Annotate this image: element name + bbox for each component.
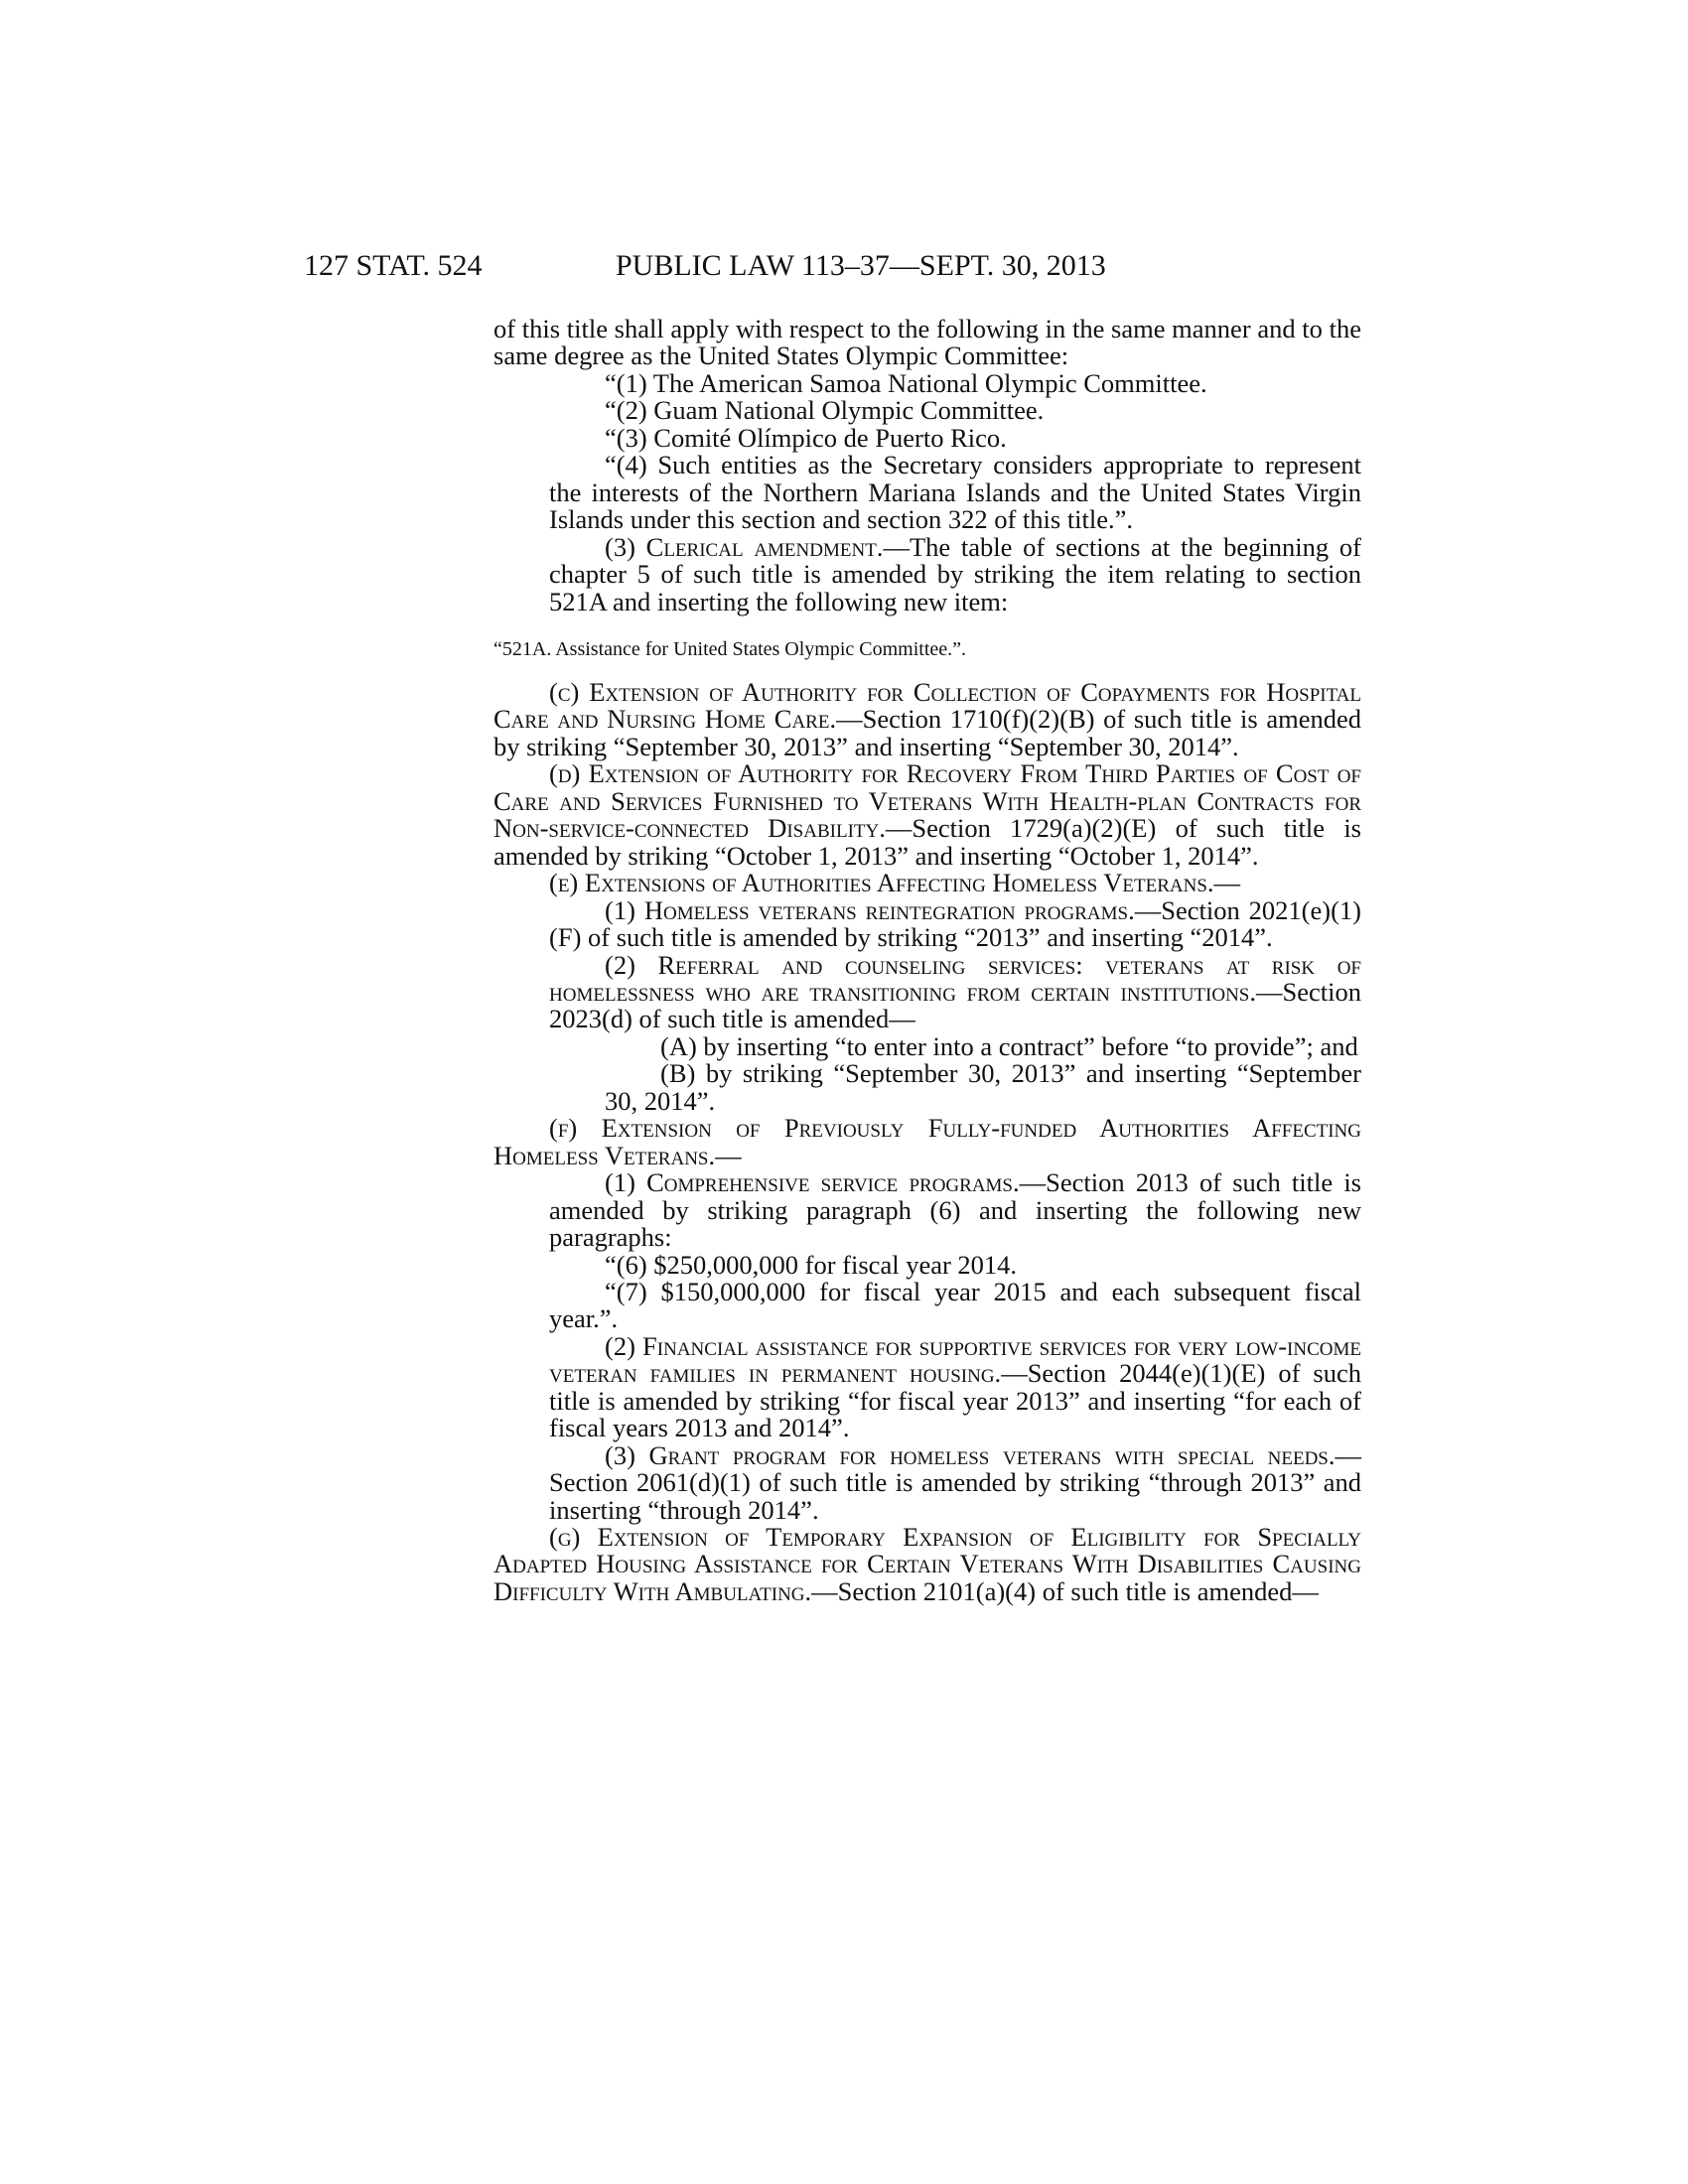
heading-f: (f) Extension of Previously Fully-funded Authorities Affecting Homeless Veterans.	[493, 1113, 1361, 1170]
quoted-paragraph-4: “(4) Such entities as the Secretary considers appropriate to represent the interests of the Northern Mariana Islands and the United States Virgin Islands under this section and section 322 of this title.”.	[549, 450, 1361, 535]
text-e1: —Section 2021(e)(1)(F) of such title is amended by striking “2013” and inserting “2014”.	[549, 894, 1361, 953]
subsection-d	[493, 760, 1361, 870]
table-item-521a: “521A. Assistance for United States Olympic Committee.”.	[493, 637, 967, 660]
heading-e1: (1) Homeless veterans reintegration programs.	[605, 894, 1135, 925]
paragraph-e2	[493, 949, 1361, 1034]
subsection-f	[493, 1115, 1361, 1169]
paragraph-f3	[493, 1439, 1361, 1525]
page-running-title: PUBLIC LAW 113–37—SEPT. 30, 2013	[616, 249, 1106, 282]
text-clerical-amendment: —The table of sections at the beginning of chapter 5 of such title is amended by striking the item relating to section 521A and inserting the following new item:	[549, 531, 1361, 616]
quoted-paragraph-f1-6: “(6) $250,000,000 for fiscal year 2014.	[605, 1249, 1018, 1280]
quoted-paragraph-2: “(2) Guam National Olympic Committee.	[605, 395, 1045, 426]
heading-clerical-amendment: (3) Clerical amendment.	[605, 531, 884, 562]
text-g: —Section 2101(a)(4) of such title is amended—	[811, 1575, 1319, 1606]
text-d: —Section 1729(a)(2)(E) of such title is amended by striking “October 1, 2013” and inserting “October 1, 2014”.	[493, 813, 1361, 871]
paragraph-f1	[493, 1169, 1361, 1251]
heading-g: (g) Extension of Temporary Expansion of Eligibility for Specially Adapted Housing Assistance for Certain Veterans With Disabilities Causing Difficulty With Ambulating.	[493, 1522, 1361, 1606]
text-f: —	[715, 1140, 742, 1170]
paragraph-e1	[493, 894, 1361, 953]
subparagraph-e2b: (B) by striking “September 30, 2013” and inserting “September 30, 2014”.	[605, 1058, 1361, 1116]
heading-e: (e) Extensions of Authorities Affecting Homeless Veterans.	[549, 868, 1214, 898]
text-c: —Section 1710(f)(2)(B) of such title is amended by striking “September 30, 2013” and inserting “September 30, 2014”.	[493, 704, 1361, 761]
subsection-c	[493, 676, 1361, 761]
text-f2: —Section 2044(e)(1)(E) of such title is amended by striking “for fiscal year 2013” and inserting “for each of fiscal years 2013 and 2014”.	[549, 1358, 1361, 1443]
paragraph-f2	[493, 1330, 1361, 1443]
page-body	[493, 316, 1361, 1605]
heading-f2: (2) Financial assistance for supportive services for very low-income veteran families in permanent housing.	[549, 1330, 1361, 1389]
heading-d: (d) Extension of Authority for Recovery From Third Parties of Cost of Care and Services Furnished to Veterans With Health-plan Contracts for Non-service-connected Disability.	[493, 758, 1361, 844]
quoted-paragraph-3: “(3) Comité Olímpico de Puerto Rico.	[605, 422, 1007, 453]
text-e2: —Section 2023(d) of such title is amended—	[549, 976, 1361, 1034]
quoted-paragraph-f1-7: “(7) $150,000,000 for fiscal year 2015 and each subsequent fiscal year.”.	[549, 1276, 1361, 1334]
heading-f3: (3) Grant program for homeless veterans with special needs.	[605, 1439, 1336, 1470]
subsection-e	[493, 870, 1361, 896]
heading-f1: (1) Comprehensive service programs.	[605, 1167, 1020, 1198]
paragraph-clerical-amendment	[493, 531, 1361, 616]
intro-paragraph: of this title shall apply with respect to the following in the same manner and to the same degree as the United States Olympic Committee:	[493, 314, 1361, 371]
subparagraph-e2a: (A) by inserting “to enter into a contract” before “to provide”; and	[660, 1030, 1358, 1061]
heading-e2: (2) Referral and counseling services: veterans at risk of homelessness who are transitioning from certain institutions.	[549, 949, 1361, 1007]
text-f1: —Section 2013 of such title is amended by striking paragraph (6) and inserting the following new paragraphs:	[549, 1167, 1361, 1253]
text-f3: —Section 2061(d)(1) of such title is amended by striking “through 2013” and inserting “through 2014”.	[549, 1439, 1361, 1525]
quoted-paragraph-1: “(1) The American Samoa National Olympic Committee.	[605, 367, 1207, 398]
subsection-g	[493, 1524, 1361, 1605]
text-e: —	[1213, 868, 1241, 898]
heading-c: (c) Extension of Authority for Collection of Copayments for Hospital Care and Nursing Home Care.	[493, 676, 1361, 735]
page-stat-number: 127 STAT. 524	[304, 249, 483, 282]
